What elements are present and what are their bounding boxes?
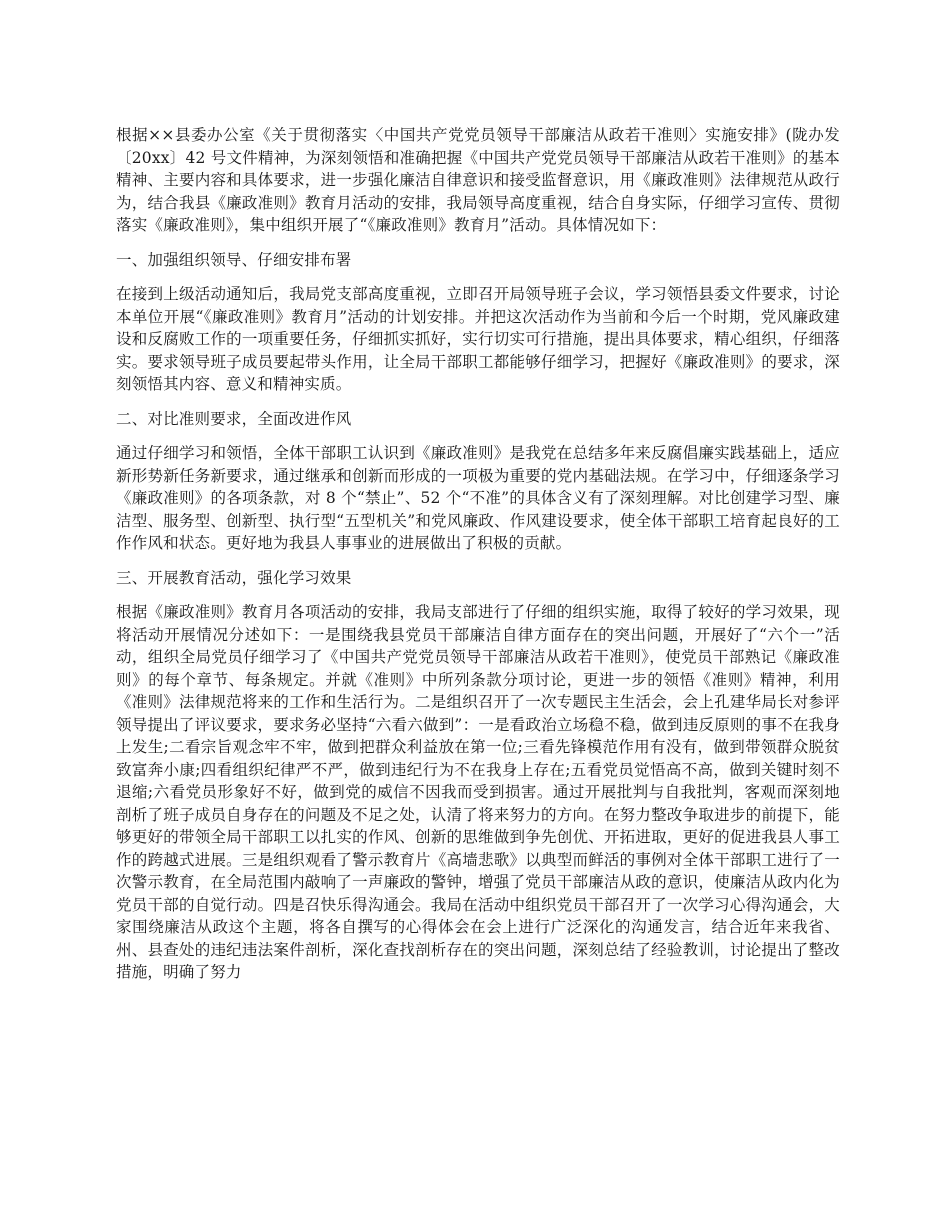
section-2-heading: 二、对比准则要求，全面改进作风 — [116, 409, 352, 428]
section-1-heading: 一、加强组织领导、仔细安排布署 — [116, 250, 352, 269]
section-3-paragraph: 根据《廉政准则》教育月各项活动的安排，我局支部进行了仔细的组织实施，取得了较好的学习效果，现将活动开展情况分述如下：一是围绕我县党员干部廉洁自律方面存在的突出问题，开展好了“六个一”活动，组织全局党员仔细学习了《中国共产党党员领导干部廉洁从政若干准则》，使党员干部熟记《廉政准则》的每个章节、每条规定。并就《准则》中所列条款分项讨论，更进一步的领悟《准则》精神，利用《准则》法律规范将来的工作和生活行为。二是组织召开了一次专题民主生活会，会上孔建华局长对参评领导提出了评议要求，要求务必坚持“六看六做到”：一是看政治立场稳不稳，做到违反原则的事不在我身上发生;二看宗旨观念牢不牢，做到把群众利益放在第一位;三看先锋模范作用有没有，做到带领群众脱贫致富奔小康;四看组织纪律严不严，做到违纪行为不在我身上存在;五看党员觉悟高不高，做到关键时刻不退缩;六看党员形象好不好，做到党的威信不因我而受到损害。通过开展批判与自我批判，客观而深刻地剖析了班子成员自身存在的问题及不足之处，认清了将来努力的方向。在努力整改争取进步的前提下，能够更好的带领全局干部职工以扎实的作风、创新的思维做到争先创优、开拓进取，更好的促进我县人事工作的跨越式进展。三是组织观看了警示教育片《高墙悲歌》以典型而鲜活的事例对全体干部职工进行了一次警示教育，在全局范围内敲响了一声廉政的警钟，增强了党员干部廉洁从政的意识，使廉洁从政内化为党员干部的自觉行动。四是召快乐得沟通会。我局在活动中组织党员干部召开了一次学习心得沟通会，大家围绕廉洁从政这个主题，将各自撰写的心得体会在会上进行广泛深化的沟通发言，结合近年来我省、州、县查处的违纪违法案件剖析，深化查找剖析存在的突出问题，深刻总结了经验教训，讨论提出了整改措施，明确了努力 — [116, 603, 840, 981]
section-2-paragraph: 通过仔细学习和领悟，全体干部职工认识到《廉政准则》是我党在总结多年来反腐倡廉实践基础上，适应新形势新任务新要求，通过继承和创新而形成的一项极为重要的党内基础法规。在学习中，仔细逐条学习《廉政准则》的各项条款，对 8 个“禁止”、52 个“不准”的具体含义有了深刻理解。对比创建学习型、廉洁型、服务型、创新型、执行型“五型机关”和党风廉政、作风建设要求，使全体干部职工培育起良好的工作作风和状态。更好地为我县人事事业的进展做出了积极的贡献。 — [116, 444, 840, 552]
section-3-heading: 三、开展教育活动，强化学习效果 — [116, 568, 352, 587]
section-1-paragraph: 在接到上级活动通知后，我局党支部高度重视，立即召开局领导班子会议，学习领悟县委文件要求，讨论本单位开展“《廉政准则》教育月”活动的计划安排。并把这次活动作为当前和今后一个时期，党风廉政建设和反腐败工作的一项重要任务，仔细抓实抓好，实行切实可行措施，提出具体要求，精心组织，仔细落实。要求领导班子成员要起带头作用，让全局干部职工都能够仔细学习，把握好《廉政准则》的要求，深刻领悟其内容、意义和精神实质。 — [116, 285, 840, 393]
document-body — [116, 124, 840, 996]
intro-paragraph: 根据××县委办公室《关于贯彻落实〈中国共产党党员领导干部廉洁从政若干准则〉实施安排》(陇办发〔20xx〕42 号文件精神，为深刻领悟和准确把握《中国共产党党员领导干部廉洁从政若干准则》的基本精神、主要内容和具体要求，进一步强化廉洁自律意识和接受监督意识，用《廉政准则》法律规范从政行为，结合我县《廉政准则》教育月活动的安排，我局领导高度重视，结合自身实际，仔细学习宣传、贯彻落实《廉政准则》，集中组织开展了“《廉政准则》教育月”活动。具体情况如下： — [116, 126, 840, 234]
